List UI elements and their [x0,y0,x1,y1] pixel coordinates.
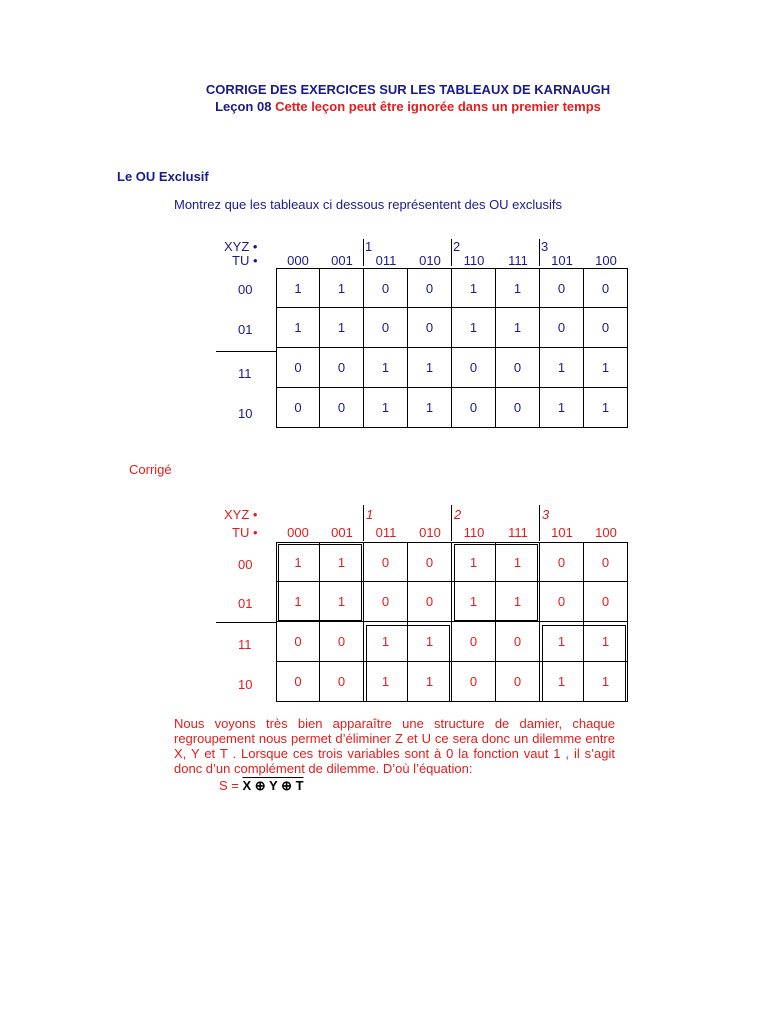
document-title: CORRIGE DES EXERCICES SUR LES TABLEAUX DE KARNAUGH [205,82,611,97]
row-separator-line [216,351,276,352]
karnaugh-cell: 1 [364,348,408,388]
karnaugh-cell: 0 [320,348,364,388]
row-header: 11 [238,637,252,652]
karnaugh-cell: 1 [408,388,452,428]
karnaugh-cell: 1 [540,622,584,662]
karnaugh-cell: 1 [364,388,408,428]
col-header: 111 [508,253,528,268]
karnaugh-cell: 0 [276,388,320,428]
lesson-label: Leçon 08 [215,99,272,114]
row-separator-line [216,622,276,623]
marker-3: 3 [541,239,549,254]
col-header: 010 [419,253,441,268]
row-header: 01 [238,322,253,337]
karnaugh-cell: 0 [364,542,408,582]
instruction-text: Montrez que les tableaux ci dessous représentent des OU exclusifs [174,197,563,212]
karnaugh-cell: 1 [452,542,496,582]
corrige-paragraph: Nous voyons très bien apparaître une structure de damier, chaque regroupement nous permet d’éliminer Z et U ce sera donc un dilemme entre X, Y et T . Lorsque ces trois variables sont à 0 la fonction vaut 1 , il s’agit donc d’un complément de dilemme. D’où l’équation: [174,716,615,776]
karnaugh-cell: 1 [496,308,540,348]
row-header: 00 [238,557,253,572]
col-header: 001 [331,253,353,268]
equation-rhs: X ⊕ Y ⊕ T [242,778,304,793]
row-header: 10 [238,406,253,421]
karnaugh-cell: 0 [452,388,496,428]
karnaugh-cell: 1 [584,622,628,662]
karnaugh-grid [276,268,628,428]
karnaugh-cell: 1 [320,582,364,622]
col-header: 100 [595,525,617,540]
row-header: 10 [238,677,253,692]
col-header: 100 [595,253,617,268]
karnaugh-cell: 1 [540,662,584,702]
lesson-note: Cette leçon peut être ignorée dans un premier temps [275,99,601,114]
equation [219,778,304,794]
karnaugh-cell: 1 [540,348,584,388]
col-header: 110 [463,525,485,540]
col-header: 010 [419,525,441,540]
karnaugh-cell: 0 [584,268,628,308]
karnaugh-cell: 0 [540,582,584,622]
karnaugh-cell: 1 [320,542,364,582]
col-header: 000 [287,525,309,540]
karnaugh-cell: 1 [320,308,364,348]
karnaugh-cell: 1 [408,662,452,702]
karnaugh-cell: 0 [452,662,496,702]
xyz-label: XYZ • [224,507,258,522]
karnaugh-cell: 0 [276,662,320,702]
karnaugh-cell: 1 [276,542,320,582]
karnaugh-cell: 1 [540,388,584,428]
karnaugh-cell: 0 [408,542,452,582]
karnaugh-cell: 0 [452,622,496,662]
karnaugh-grid [276,542,628,702]
col-header: 000 [287,253,309,268]
karnaugh-cell: 1 [276,268,320,308]
karnaugh-cell: 0 [364,268,408,308]
karnaugh-cell: 1 [320,268,364,308]
karnaugh-cell: 1 [364,662,408,702]
karnaugh-cell: 0 [496,662,540,702]
karnaugh-cell: 0 [540,542,584,582]
section-heading: Le OU Exclusif [117,169,209,184]
marker-2: 2 [453,239,461,254]
karnaugh-cell: 0 [408,268,452,308]
karnaugh-cell: 0 [496,622,540,662]
karnaugh-cell: 0 [320,622,364,662]
karnaugh-cell: 0 [364,582,408,622]
corrige-label: Corrigé [129,462,172,477]
karnaugh-cell: 0 [276,622,320,662]
karnaugh-cell: 1 [408,348,452,388]
karnaugh-cell: 0 [496,348,540,388]
karnaugh-cell: 1 [496,542,540,582]
karnaugh-cell: 1 [452,582,496,622]
karnaugh-cell: 1 [584,388,628,428]
karnaugh-cell: 0 [364,308,408,348]
karnaugh-cell: 0 [408,308,452,348]
karnaugh-cell: 1 [584,662,628,702]
karnaugh-cell: 0 [408,582,452,622]
xyz-label: XYZ • [224,239,258,254]
karnaugh-cell: 1 [364,622,408,662]
karnaugh-cell: 0 [496,388,540,428]
col-header: 101 [551,253,573,268]
karnaugh-cell: 0 [540,308,584,348]
karnaugh-cell: 1 [452,308,496,348]
col-header: 011 [375,253,397,268]
lesson-line [0,99,768,114]
col-header: 111 [508,525,528,540]
col-header: 101 [551,525,573,540]
karnaugh-cell: 1 [276,308,320,348]
tu-label: TU • [232,253,258,268]
karnaugh-cell: 0 [276,348,320,388]
marker-1: 1 [366,507,374,522]
marker-1: 1 [365,239,373,254]
karnaugh-cell: 0 [452,348,496,388]
tu-label: TU • [232,525,258,540]
karnaugh-cell: 1 [408,622,452,662]
karnaugh-cell: 1 [584,348,628,388]
col-header: 011 [375,525,397,540]
equation-lhs: S = [219,778,243,793]
row-header: 00 [238,282,253,297]
marker-2: 2 [454,507,462,522]
karnaugh-cell: 0 [584,308,628,348]
row-header: 01 [238,596,253,611]
karnaugh-cell: 1 [276,582,320,622]
karnaugh-cell: 0 [540,268,584,308]
karnaugh-cell: 0 [584,542,628,582]
karnaugh-cell: 1 [496,582,540,622]
col-header: 001 [331,525,353,540]
marker-3: 3 [542,507,550,522]
col-header: 110 [463,253,485,268]
karnaugh-cell: 0 [320,662,364,702]
karnaugh-cell: 1 [452,268,496,308]
row-header: 11 [238,366,252,381]
karnaugh-cell: 0 [320,388,364,428]
karnaugh-cell: 1 [496,268,540,308]
karnaugh-cell: 0 [584,582,628,622]
